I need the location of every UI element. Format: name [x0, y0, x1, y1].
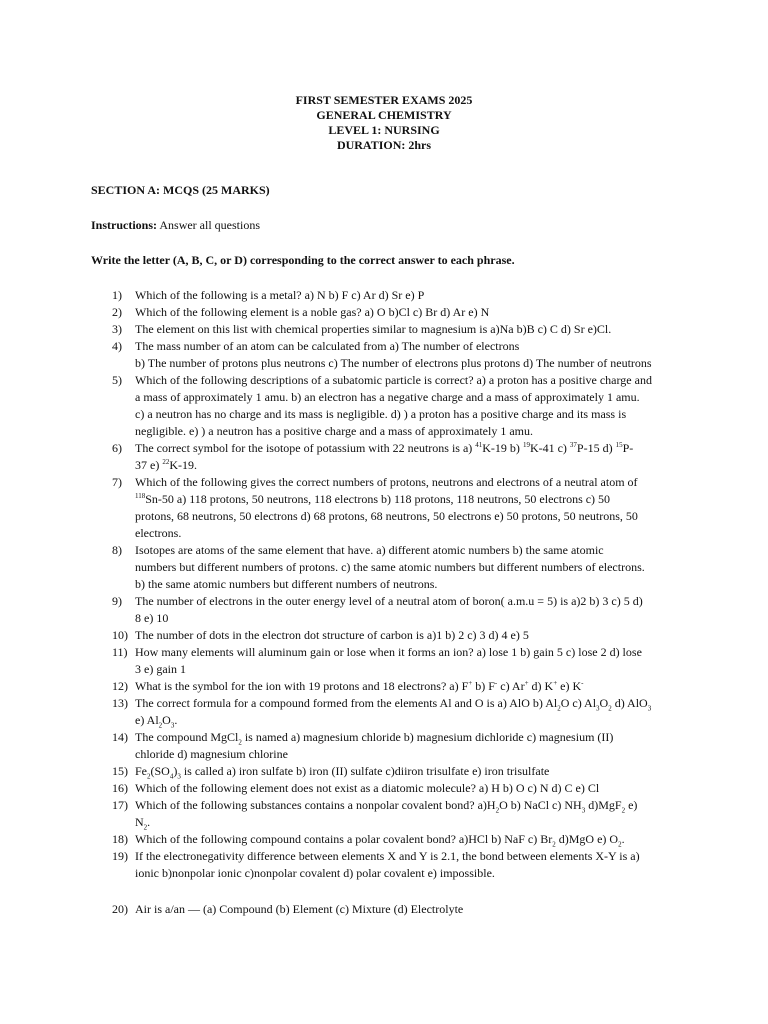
question-line: numbers but different numbers of protons. c) the same atomic numbers but different numbers of electrons. — [135, 560, 645, 574]
question-text: The number of dots in the electron dot structure of carbon is a)1 b) 2 c) 3 d) 4 e) 5 — [135, 628, 529, 642]
instructions-label: Instructions: — [91, 218, 158, 232]
question-number: 1) — [112, 288, 122, 302]
question-number: 20) — [112, 902, 128, 916]
question-line: b) the same atomic numbers but different numbers of neutrons. — [135, 577, 438, 591]
question-number: 8) — [112, 543, 122, 557]
question-line: $^{118}$Sn-50 a) 118 protons, 50 neutrons, 118 electrons b) 118 protons, 118 neutrons, 50 electrons c) 50 — [135, 492, 611, 506]
section-title: SECTION A: MCQS (25 MARKS) — [91, 183, 270, 197]
question-line: electrons. — [135, 526, 182, 540]
question-line: The correct formula for a compound formed from the elements Al and O is a) AlO b) $Al_2O$ c) $Al_3O_2$ d) AlO$_3$ — [135, 696, 652, 713]
question-line: The mass number of an atom can be calculated from a) The number of electrons — [135, 339, 520, 353]
question-line: The compound MgCl$_2$ is named a) magnesium chloride b) magnesium dichloride c) magnesium (II) — [135, 730, 614, 747]
question-line: c) a neutron has no charge and its mass is negligible. d) ) a proton has a positive charge and its mass is — [135, 407, 627, 421]
question-number: 16) — [112, 781, 128, 795]
question-text — [135, 542, 683, 593]
question-line: The correct symbol for the isotope of potassium with 22 neutrons is a) $^{41}$K-19 b) $^{19}$K-41 c) $^{37}$P-15 d) $^{15}$P- — [135, 441, 634, 455]
question-text: Which of the following element does not exist as a diatomic molecule? a) H b) O c) N d) C e) Cl — [135, 781, 600, 795]
question-text: Air is a/an — (a) Compound (b) Element (c) Mixture (d) Electrolyte — [135, 902, 464, 916]
exam-header — [0, 93, 768, 153]
question-text: Which of the following compound contains a polar covalent bond? a)HCl b) NaF c) $Br_2$ d)MgO e) $O_2$. — [135, 832, 625, 849]
question-text — [135, 644, 683, 678]
question-line: Isotopes are atoms of the same element that have. a) different atomic numbers b) the same atomic — [135, 543, 604, 557]
question-number: 3) — [112, 322, 122, 336]
question-text — [135, 338, 683, 372]
question-text — [135, 440, 683, 474]
question-number: 12) — [112, 679, 128, 693]
question-text — [135, 593, 683, 627]
question-line: $N_2$. — [135, 815, 151, 832]
course-level: LEVEL 1: NURSING — [328, 123, 440, 137]
question-line: negligible. e) ) a neutron has a positive charge and a mass of approximately 1 amu. — [135, 424, 533, 438]
question-text — [135, 848, 683, 882]
question-line: chloride d) magnesium chlorine — [135, 747, 288, 761]
course-name: GENERAL CHEMISTRY — [316, 108, 452, 122]
question-line: protons, 68 neutrons, 50 electrons d) 68 protons, 68 neutrons, 50 electrons e) 50 protons, 50 neutrons, 50 — [135, 509, 638, 523]
question-text: Which of the following is a metal? a) N b) F c) Ar d) Sr e) P — [135, 288, 425, 302]
question-text: $Fe_2(SO_4)_3$ is called a) iron sulfate b) iron (II) sulfate c)diiron trisulfate e) iron trisulfate — [135, 764, 550, 781]
question-number: 17) — [112, 798, 128, 812]
question-line: If the electronegativity difference between elements X and Y is 2.1, the bond between elements X-Y is a) — [135, 849, 640, 863]
question-text: Which of the following element is a noble gas? a) O b)Cl c) Br d) Ar e) N — [135, 305, 490, 319]
question-number: 2) — [112, 305, 122, 319]
instructions-text: Answer all questions — [157, 218, 261, 232]
question-line: 3 e) gain 1 — [135, 662, 186, 676]
question-line: Which of the following substances contains a nonpolar covalent bond? $a)H_2O$ b) NaCl c) $NH_3$ d)MgF$_2$ e) — [135, 798, 638, 815]
question-text — [135, 372, 683, 440]
question-line: ionic b)nonpolar ionic c)nonpolar covalent d) polar covalent e) impossible. — [135, 866, 495, 880]
question-line: Which of the following gives the correct numbers of protons, neutrons and electrons of a neutral atom of — [135, 475, 638, 489]
question-text: The element on this list with chemical properties similar to magnesium is a)Na b)B c) C d) Sr e)Cl. — [135, 322, 612, 336]
question-number: 6) — [112, 441, 122, 455]
question-line: Which of the following descriptions of a subatomic particle is correct? a) a proton has a positive charge and — [135, 373, 652, 387]
question-line: a mass of approximately 1 amu. b) an electron has a negative charge and a mass of approximately 1 amu. — [135, 390, 640, 404]
question-text — [135, 474, 683, 542]
question-number: 15) — [112, 764, 128, 778]
question-number: 10) — [112, 628, 128, 642]
question-line: 37 e) $^{22}$K-19. — [135, 458, 197, 472]
question-line: How many elements will aluminum gain or lose when it forms an ion? a) lose 1 b) gain 5 c) lose 2 d) lose — [135, 645, 642, 659]
question-number: 14) — [112, 730, 128, 744]
question-number: 5) — [112, 373, 122, 387]
question-number: 7) — [112, 475, 122, 489]
question-line: The number of electrons in the outer energy level of a neutral atom of boron( a.m.u = 5) is a)2 b) 3 c) 5 d) — [135, 594, 643, 608]
answer-directive: Write the letter (A, B, C, or D) corresponding to the correct answer to each phrase. — [91, 253, 515, 267]
question-number: 4) — [112, 339, 122, 353]
question-line: 8 e) 10 — [135, 611, 169, 625]
question-number: 9) — [112, 594, 122, 608]
instructions — [91, 218, 260, 233]
question-line: b) The number of protons plus neutrons c) The number of electrons plus protons d) The number of neutrons — [135, 356, 652, 370]
exam-title: FIRST SEMESTER EXAMS 2025 — [295, 93, 473, 107]
question-text: What is the symbol for the ion with 19 protons and 18 electrons? a) F+ b) F- c) Ar+ d) K+ e) K- — [135, 679, 584, 693]
question-number: 11) — [112, 645, 128, 659]
question-number: 13) — [112, 696, 128, 710]
question-text — [135, 729, 683, 763]
question-text — [135, 695, 683, 729]
question-number: 19) — [112, 849, 128, 863]
exam-duration: DURATION: 2hrs — [336, 138, 432, 152]
question-text — [135, 797, 683, 831]
question-number: 18) — [112, 832, 128, 846]
question-line: e) $Al_2O_3$. — [135, 713, 178, 730]
